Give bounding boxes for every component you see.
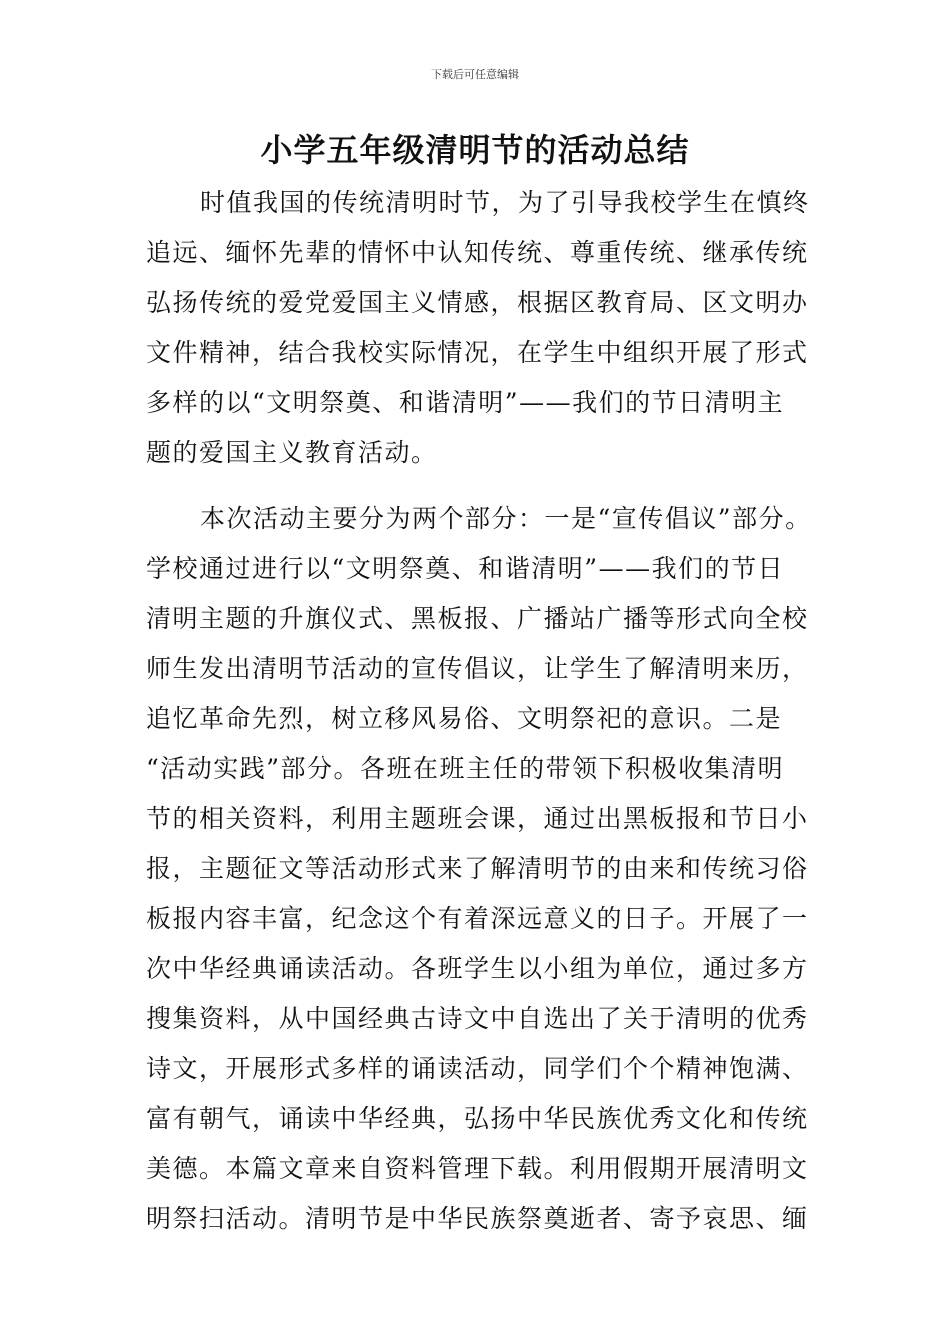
paragraph-2-line-5: 追忆革命先烈，树立移风易俗、文明祭祀的意识。二是	[146, 704, 783, 733]
paragraph-2-line-11: 搜集资料，从中国经典古诗文中自选出了关于清明的优秀	[146, 1004, 809, 1033]
paragraph-2-line-14: 美德。本篇文章来自资料管理下载。利用假期开展清明文	[146, 1154, 809, 1183]
paragraph-2-line-15: 明祭扫活动。清明节是中华民族祭奠逝者、寄予哀思、缅	[146, 1204, 809, 1233]
paragraph-1-line-6: 题的爱国主义教育活动。	[146, 438, 438, 467]
document-title: 小学五年级清明节的活动总结	[260, 131, 690, 169]
paragraph-1-line-1: 时值我国的传统清明时节，为了引导我校学生在慎终	[200, 188, 810, 217]
paragraph-2-line-4: 师生发出清明节活动的宣传倡议，让学生了解清明来历，	[146, 654, 809, 683]
paragraph-1-line-4: 文件精神，结合我校实际情况，在学生中组织开展了形式	[146, 338, 809, 367]
paragraph-2-line-10: 次中华经典诵读活动。各班学生以小组为单位，通过多方	[146, 954, 809, 983]
paragraph-1-line-2: 追远、缅怀先辈的情怀中认知传统、尊重传统、继承传统	[146, 238, 809, 267]
document-body	[146, 178, 836, 1244]
paragraph-2-line-3: 清明主题的升旗仪式、黑板报、广播站广播等形式向全校	[146, 604, 809, 633]
paragraph-2-line-7: 节的相关资料，利用主题班会课，通过出黑板报和节日小	[146, 804, 809, 833]
paragraph-2-line-9: 板报内容丰富，纪念这个有着深远意义的日子。开展了一	[146, 904, 809, 933]
page-header-note: 下载后可任意编辑	[431, 68, 519, 81]
paragraph-2-line-2: 学校通过进行以“文明祭奠、和谐清明”——我们的节日	[146, 554, 785, 583]
paragraph-2-line-8: 报，主题征文等活动形式来了解清明节的由来和传统习俗	[146, 854, 809, 883]
paragraph-2-line-6: “活动实践”部分。各班在班主任的带领下积极收集清明	[146, 754, 785, 783]
paragraph-2-line-1: 本次活动主要分为两个部分：一是“宣传倡议”部分。	[200, 504, 812, 533]
paragraph-1-line-5: 多样的以“文明祭奠、和谐清明”——我们的节日清明主	[146, 388, 785, 417]
paragraph-2-line-13: 富有朝气，诵读中华经典，弘扬中华民族优秀文化和传统	[146, 1104, 809, 1133]
paragraph-2-line-12: 诗文，开展形式多样的诵读活动，同学们个个精神饱满、	[146, 1054, 809, 1083]
paragraph-1-line-3: 弘扬传统的爱党爱国主义情感，根据区教育局、区文明办	[146, 288, 809, 317]
